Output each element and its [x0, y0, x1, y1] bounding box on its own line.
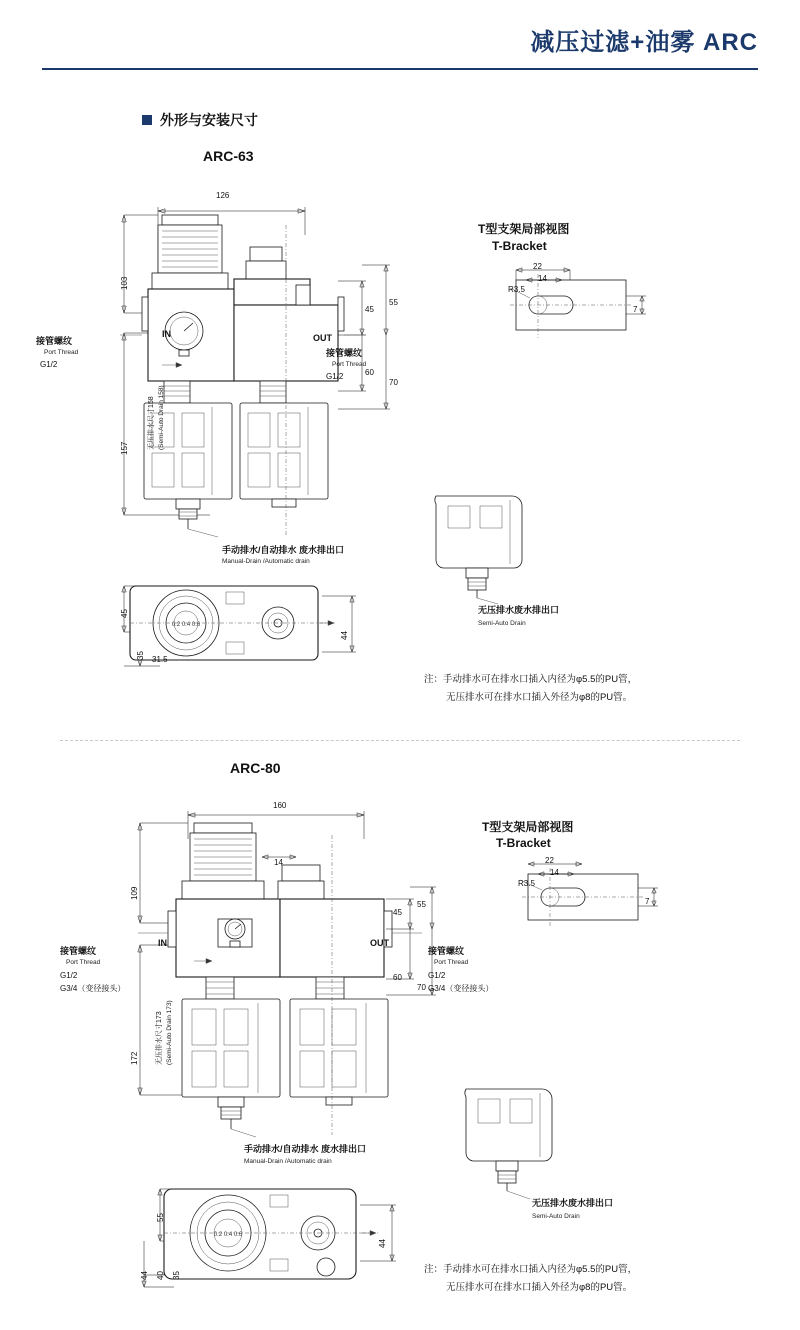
arc63-bracket-title-en: T-Bracket	[492, 239, 547, 253]
header-divider	[42, 68, 758, 70]
arc80-drain-en: Manual-Drain /Automatic drain	[244, 1158, 332, 1165]
arc80-dim-55: 55	[417, 900, 426, 909]
arc80-dim-60: 60	[393, 973, 402, 982]
arc63-drain-cn: 手动排水/自动排水 废水排出口	[222, 545, 345, 555]
arc63-bottom-dim-45: 45	[120, 609, 129, 618]
arc63-port-thread-cn-right: 接管螺纹	[326, 348, 363, 358]
arc63-bottom-dim-44: 44	[340, 631, 349, 640]
arc80-dim-160: 160	[273, 801, 287, 810]
arc63-semiauto-label-en: Semi-Auto Drain	[478, 620, 526, 627]
model-title-arc80: ARC-80	[230, 760, 281, 776]
arc80-semi-auto-drain-view	[450, 1075, 610, 1205]
arc80-semiauto-label-cn: 无压排水废水排出口	[532, 1198, 614, 1208]
arc63-semi-auto-en: (Semi-Auto Drain 158)	[158, 385, 165, 450]
square-bullet-icon	[142, 115, 152, 125]
arc63-note-line2: 无压排水可在排水口插入外径为φ8的PU管。	[446, 692, 633, 703]
arc63-dim-157: 157	[120, 441, 129, 455]
arc80-bottom-view	[130, 1175, 420, 1305]
arc80-port-size-out: G1/2	[428, 971, 446, 980]
arc80-semi-auto-en: (Semi-Auto Drain 173)	[166, 1000, 173, 1065]
arc63-port-thread-cn-left: 接管螺纹	[36, 336, 73, 346]
arc63-dim-103: 103	[120, 276, 129, 290]
arc63-out-label: OUT	[313, 333, 332, 343]
section-divider	[60, 740, 740, 741]
svg-text:0.2 0.4 0.6: 0.2 0.4 0.6	[171, 622, 201, 628]
arc80-bottom-dim-55: 55	[156, 1213, 165, 1222]
arc80-port-size-in2: G3/4（变径接头）	[60, 984, 126, 993]
arc63-bracket-dim-7: 7	[633, 305, 638, 314]
model-title-arc63: ARC-63	[203, 148, 254, 164]
arc63-drain-en: Manual-Drain /Automatic drain	[222, 558, 310, 565]
arc80-out-label: OUT	[370, 938, 389, 948]
arc80-semiauto-label-en: Semi-Auto Drain	[532, 1213, 580, 1220]
arc63-semiauto-label-cn: 无压排水废水排出口	[478, 605, 560, 615]
arc80-bottom-dim-44-left: 44	[140, 1271, 149, 1280]
arc80-drain-cn: 手动排水/自动排水 废水排出口	[244, 1144, 367, 1154]
arc80-dim-45: 45	[393, 908, 402, 917]
arc63-dim-55: 55	[389, 298, 398, 307]
arc80-bracket-dim-14: 14	[550, 868, 559, 877]
arc80-in-label: IN	[158, 938, 167, 948]
page-header	[0, 0, 800, 72]
arc63-port-size-out: G1/2	[326, 372, 344, 381]
arc63-bracket-drawing	[480, 258, 680, 358]
arc80-port-size-out2: G3/4（变径接头）	[428, 984, 494, 993]
arc63-dim-60: 60	[365, 368, 374, 377]
arc63-dim-126: 126	[216, 191, 230, 200]
arc80-dim-172: 172	[130, 1051, 139, 1065]
arc80-bracket-title-en: T-Bracket	[496, 836, 551, 850]
arc63-port-thread-en-left: Port Thread	[44, 349, 79, 356]
arc80-dim-109: 109	[130, 886, 139, 900]
arc63-semi-auto-drain-view	[420, 482, 580, 612]
arc80-bottom-dim-35: 35	[172, 1271, 181, 1280]
arc80-bracket-title-cn: T型支架局部视图	[482, 820, 574, 834]
arc80-port-thread-en-right: Port Thread	[434, 959, 469, 966]
arc80-bracket-dim-r35: R3.5	[518, 879, 535, 888]
arc80-bracket-drawing	[492, 854, 692, 944]
arc63-bottom-dim-35: 35	[136, 651, 145, 660]
arc80-port-thread-en-left: Port Thread	[66, 959, 101, 966]
arc80-bracket-dim-22: 22	[545, 856, 554, 865]
arc80-bottom-dim-44-right: 44	[378, 1239, 387, 1248]
section-heading	[142, 110, 258, 130]
arc63-bottom-dim-315: 31.5	[152, 655, 168, 664]
arc80-semi-auto-cn: 无压排水尺寸173	[156, 1011, 163, 1065]
arc63-dim-70: 70	[389, 378, 398, 387]
arc63-in-label: IN	[162, 329, 171, 339]
arc63-semi-auto-cn: 无压排水尺寸158	[148, 396, 155, 450]
arc63-note-line1: 注：手动排水可在排水口插入内径为φ5.5的PU管，	[424, 674, 638, 685]
arc80-dim-14: 14	[274, 858, 283, 867]
arc80-dim-70: 70	[417, 983, 426, 992]
arc80-port-size-in: G1/2	[60, 971, 78, 980]
arc63-port-size-in: G1/2	[40, 360, 58, 369]
arc80-note-line1: 注：手动排水可在排水口插入内径为φ5.5的PU管，	[424, 1264, 638, 1275]
arc63-bracket-dim-22: 22	[533, 262, 542, 271]
arc63-bottom-view	[100, 570, 400, 680]
arc63-dim-45: 45	[365, 305, 374, 314]
page-title: 减压过滤+油雾 ARC	[530, 29, 758, 56]
arc80-bracket-dim-7: 7	[645, 897, 650, 906]
arc80-port-thread-cn-right: 接管螺纹	[428, 946, 465, 956]
arc63-bracket-title-cn: T型支架局部视图	[478, 222, 570, 236]
arc63-port-thread-en-right: Port Thread	[332, 361, 367, 368]
section-heading-label: 外形与安装尺寸	[160, 112, 258, 128]
arc80-note-line2: 无压排水可在排水口插入外径为φ8的PU管。	[446, 1282, 633, 1293]
arc80-bottom-dim-40: 40	[156, 1271, 165, 1280]
arc80-port-thread-cn-left: 接管螺纹	[60, 946, 97, 956]
arc63-bracket-dim-r35: R3.5	[508, 285, 525, 294]
svg-text:0.2 0.4 0.6: 0.2 0.4 0.6	[213, 1232, 243, 1238]
arc63-bracket-dim-14: 14	[538, 274, 547, 283]
